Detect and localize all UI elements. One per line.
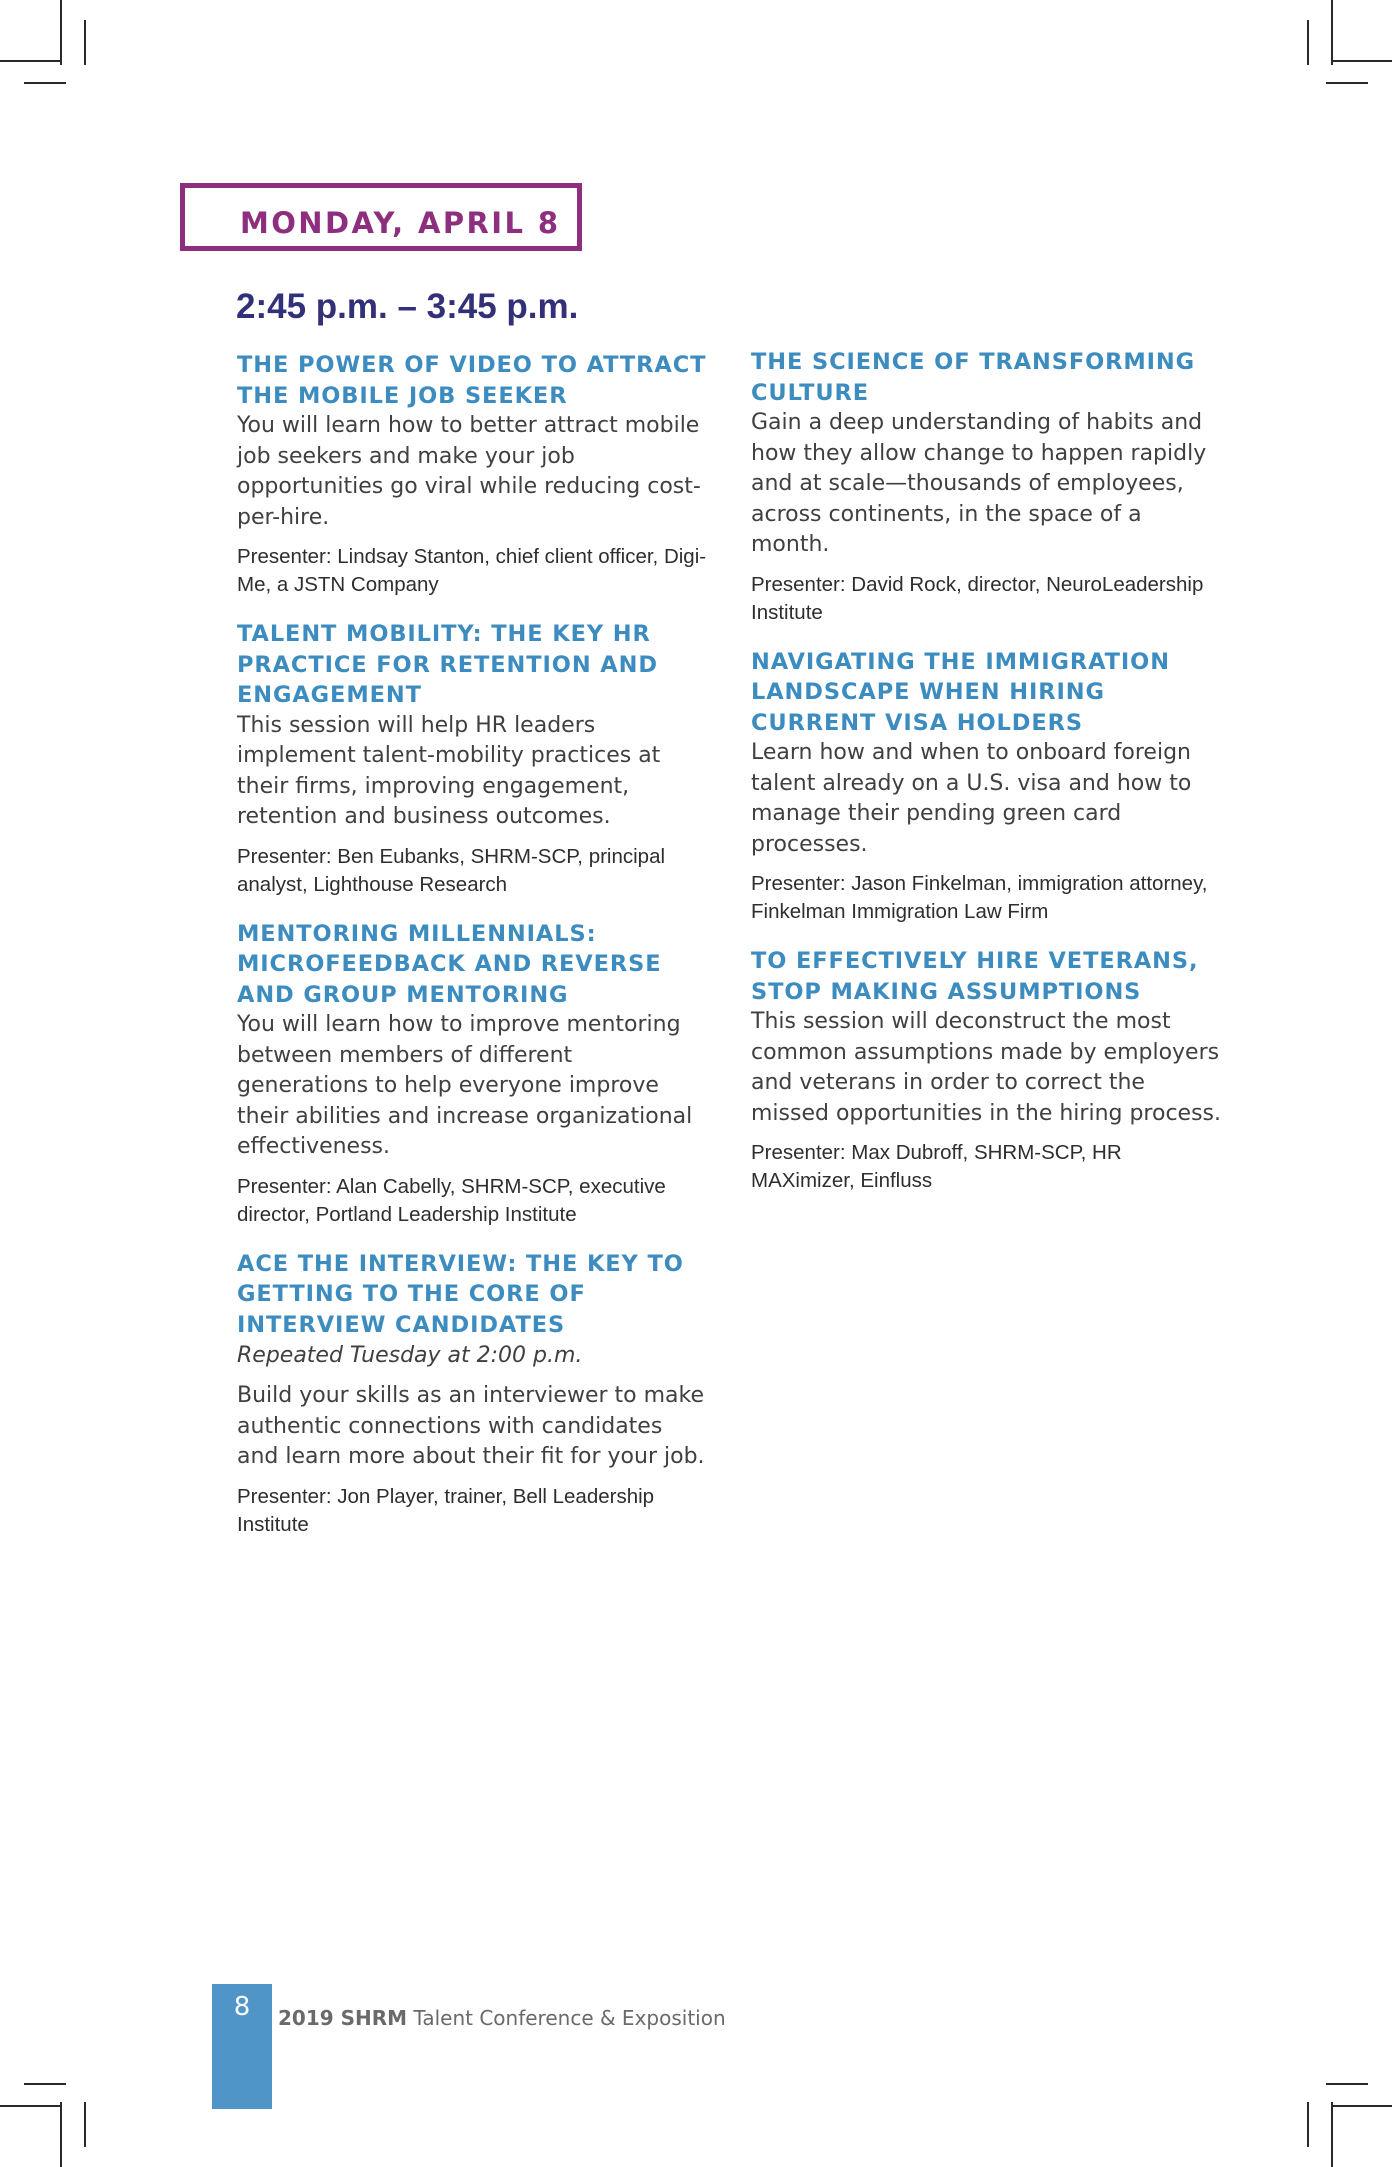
session [237, 1249, 707, 1539]
session-repeat-note: Repeated Tuesday at 2:00 p.m. [237, 1343, 583, 1368]
session-description: You will learn how to improve mentoring between members of different generations to help everyone improve their abilities and increase organizational effectiveness. [237, 1012, 693, 1159]
day-heading: MONDAY, APRIL 8 [240, 206, 561, 240]
crop-mark [1331, 0, 1333, 65]
footer-conference-rest: Talent Conference & Exposition [407, 2006, 726, 2030]
session-title: NAVIGATING THE IMMIGRATION LANDSCAPE WHEN HIRING CURRENT VISA HOLDERS [751, 648, 1170, 736]
session-description: Gain a deep understanding of habits and how they allow change to happen rapidly and at scale—thousands of employees, across continents, in the space of a month. [751, 410, 1207, 557]
crop-mark [24, 82, 66, 84]
session [751, 946, 1221, 1195]
crop-mark [1307, 20, 1309, 65]
session-presenter: Presenter: David Rock, director, NeuroLeadership Institute [751, 572, 1204, 624]
footer-conference-title [278, 2006, 726, 2030]
session-presenter: Presenter: Alan Cabelly, SHRM-SCP, executive director, Portland Leadership Institute [237, 1174, 666, 1226]
footer-conference-bold: 2019 SHRM [278, 2006, 408, 2030]
crop-mark [1326, 2083, 1368, 2085]
crop-mark [24, 2083, 66, 2085]
session-title: TALENT MOBILITY: THE KEY HR PRACTICE FOR RETENTION AND ENGAGEMENT [237, 621, 658, 708]
session-title: MENTORING MILLENNIALS: MICROFEEDBACK AND REVERSE AND GROUP MENTORING [237, 920, 662, 1008]
session-description: This session will help HR leaders implement talent-mobility practices at their firms, improving engagement, retention and business outcomes. [237, 712, 661, 829]
session [751, 347, 1221, 627]
crop-mark [0, 2105, 60, 2107]
crop-mark [60, 2102, 62, 2167]
session-title: THE POWER OF VIDEO TO ATTRACT THE MOBILE JOB SEEKER [237, 352, 707, 409]
session-description: This session will deconstruct the most common assumptions made by employers and veterans in order to correct the missed opportunities in the hiring process. [751, 1009, 1222, 1126]
session [237, 350, 707, 599]
session-title: TO EFFECTIVELY HIRE VETERANS, STOP MAKING ASSUMPTIONS [751, 948, 1199, 1005]
right-column [751, 347, 1221, 1215]
page-number: 8 [233, 1992, 251, 2022]
session-presenter: Presenter: Ben Eubanks, SHRM-SCP, principal analyst, Lighthouse Research [237, 844, 666, 896]
session-title: ACE THE INTERVIEW: THE KEY TO GETTING TO THE CORE OF INTERVIEW CANDIDATES [237, 1250, 684, 1338]
session-description: Learn how and when to onboard foreign talent already on a U.S. visa and how to manage their pending green card processes. [751, 740, 1192, 857]
crop-mark [0, 60, 60, 62]
crop-mark [60, 0, 62, 65]
crop-mark [1307, 2102, 1309, 2147]
page-number-tab [212, 1984, 272, 2109]
session [751, 647, 1221, 927]
session-presenter: Presenter: Jon Player, trainer, Bell Leadership Institute [237, 1484, 655, 1536]
left-column [237, 350, 707, 1559]
session-presenter: Presenter: Jason Finkelman, immigration attorney, Finkelman Immigration Law Firm [751, 872, 1208, 923]
crop-mark [1331, 60, 1392, 62]
crop-mark [84, 20, 86, 65]
session [237, 919, 707, 1229]
session-presenter: Presenter: Max Dubroff, SHRM-SCP, HR MAXimizer, Einfluss [751, 1141, 1122, 1192]
session [237, 619, 707, 899]
session-presenter: Presenter: Lindsay Stanton, chief client officer, Digi-Me, a JSTN Company [237, 545, 707, 596]
crop-mark [84, 2102, 86, 2147]
crop-mark [1331, 2105, 1392, 2107]
session-title: THE SCIENCE OF TRANSFORMING CULTURE [751, 349, 1196, 406]
crop-mark [1331, 2102, 1333, 2167]
session-description: You will learn how to better attract mobile job seekers and make your job opportunities go viral while reducing cost-per-hire. [237, 413, 701, 530]
crop-mark [1326, 82, 1368, 84]
time-slot: 2:45 p.m. – 3:45 p.m. [236, 287, 579, 326]
session-description: Build your skills as an interviewer to make authentic connections with candidates and learn more about their fit for your job. [237, 1383, 705, 1469]
day-header-box [180, 183, 582, 251]
